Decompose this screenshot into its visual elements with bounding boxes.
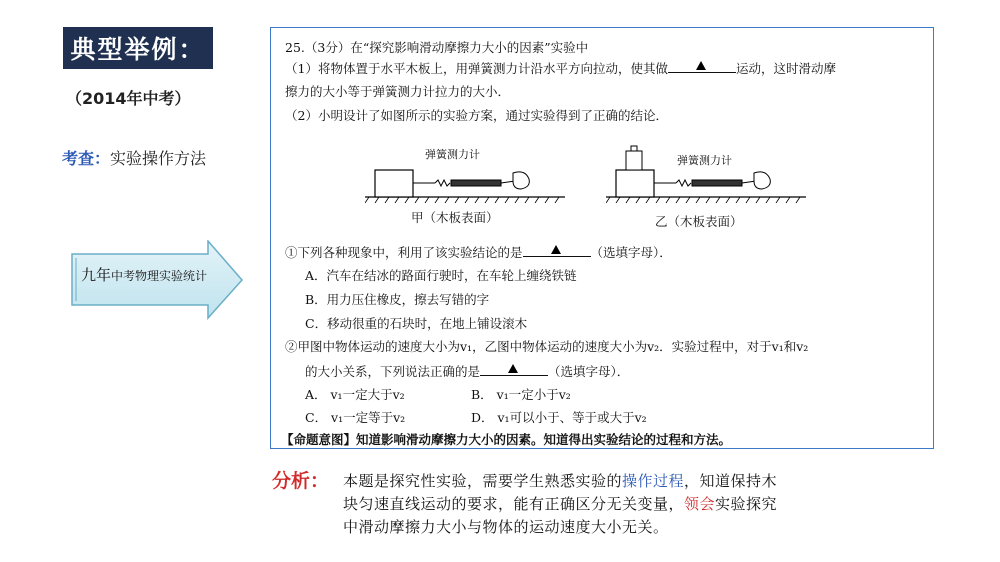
exam-year-tag: （2014年中考） — [66, 89, 191, 108]
answer-blank-2[interactable] — [523, 242, 591, 257]
sub2-text-b: （选填字母）． — [548, 364, 630, 379]
check-value: 实验操作方法 — [110, 149, 207, 168]
triangle-icon — [696, 61, 706, 70]
part1-text-a: （1）将物体置于水平木板上，用弹簧测力计沿水平方向拉动，使其做 — [285, 61, 668, 76]
triangle-icon — [551, 245, 561, 254]
question-intent: 【命题意图】知道影响滑动摩擦力大小的因素。知道得出实验结论的过程和方法。 — [281, 432, 732, 447]
option-b: B．用力压住橡皮，擦去写错的字 — [305, 292, 490, 307]
question-part2: （2）小明设计了如图所示的实验方案，通过实验得到了正确的结论． — [285, 108, 668, 123]
v-option-b: B． v₁一定小于v₂ — [471, 387, 571, 402]
spring-scale-label-left: 弹簧测力计 — [425, 148, 480, 161]
question-panel — [270, 27, 934, 449]
figure-right-caption: 乙（木板表面） — [655, 214, 743, 229]
arrow-label-rest: 中考物理实验统计 — [111, 269, 208, 283]
question-part1 — [285, 58, 836, 77]
analysis-text — [343, 470, 943, 539]
answer-blank-3[interactable] — [480, 361, 548, 376]
arrow-label-prefix: 九年 — [81, 266, 112, 284]
question-title: 25.（3分）在“探究影响滑动摩擦力大小的因素”实验中 — [285, 40, 589, 55]
figure-left-caption: 甲（木板表面） — [411, 210, 499, 225]
option-c: C．移动很重的石块时，在地上铺设滚木 — [305, 316, 528, 331]
option-a: A．汽车在结冰的路面行驶时，在车轮上缠绕铁链 — [305, 268, 577, 283]
arrow-label — [81, 264, 207, 285]
analysis-t1: 本题是探究性实验，需要学生熟悉实验的 — [343, 472, 623, 490]
answer-blank-1[interactable] — [668, 58, 736, 73]
analysis-line-3: 中滑动摩擦力大小与物体的运动速度大小无关。 — [343, 518, 669, 536]
spring-scale-label-right: 弹簧测力计 — [677, 154, 732, 167]
question-sub1 — [285, 242, 672, 261]
analysis-line-2 — [343, 493, 943, 516]
sub2-text-a: 的大小关系，下列说法正确的是 — [305, 364, 481, 379]
question-sub2: ②甲图中物体运动的速度大小为v₁，乙图中物体运动的速度大小为v₂．实验过程中，对于v₁和v₂ — [285, 339, 809, 354]
sub1-text-b: （选填字母）． — [590, 245, 672, 260]
analysis-t2-highlight: 领会 — [684, 495, 716, 513]
analysis-t2-end: 实验探究 — [715, 495, 778, 513]
question-part1-cont: 擦力的大小等于弹簧测力计拉力的大小． — [285, 84, 511, 99]
v-option-a: A． v₁一定大于v₂ — [305, 387, 405, 402]
sub1-text-a: ①下列各种现象中，利用了该实验结论的是 — [285, 245, 523, 260]
check-point — [62, 146, 206, 169]
question-sub2-cont — [305, 361, 629, 380]
page-title: 典型举例： — [63, 27, 213, 69]
part1-text-b: 运动，这时滑动摩 — [735, 61, 836, 76]
v-option-d: D． v₁可以小于、等于或大于v₂ — [471, 410, 647, 425]
check-key: 考查： — [62, 149, 111, 168]
analysis-label: 分析： — [272, 470, 330, 492]
v-option-c: C． v₁一定等于v₂ — [305, 410, 406, 425]
triangle-icon — [508, 364, 518, 373]
analysis-t1-highlight: 操作过程 — [622, 472, 685, 490]
analysis-t1-end: ，知道保持木 — [684, 472, 778, 490]
analysis-line-1 — [343, 470, 943, 493]
analysis-t2: 块匀速直线运动的要求，能有正确区分无关变量， — [343, 495, 685, 513]
